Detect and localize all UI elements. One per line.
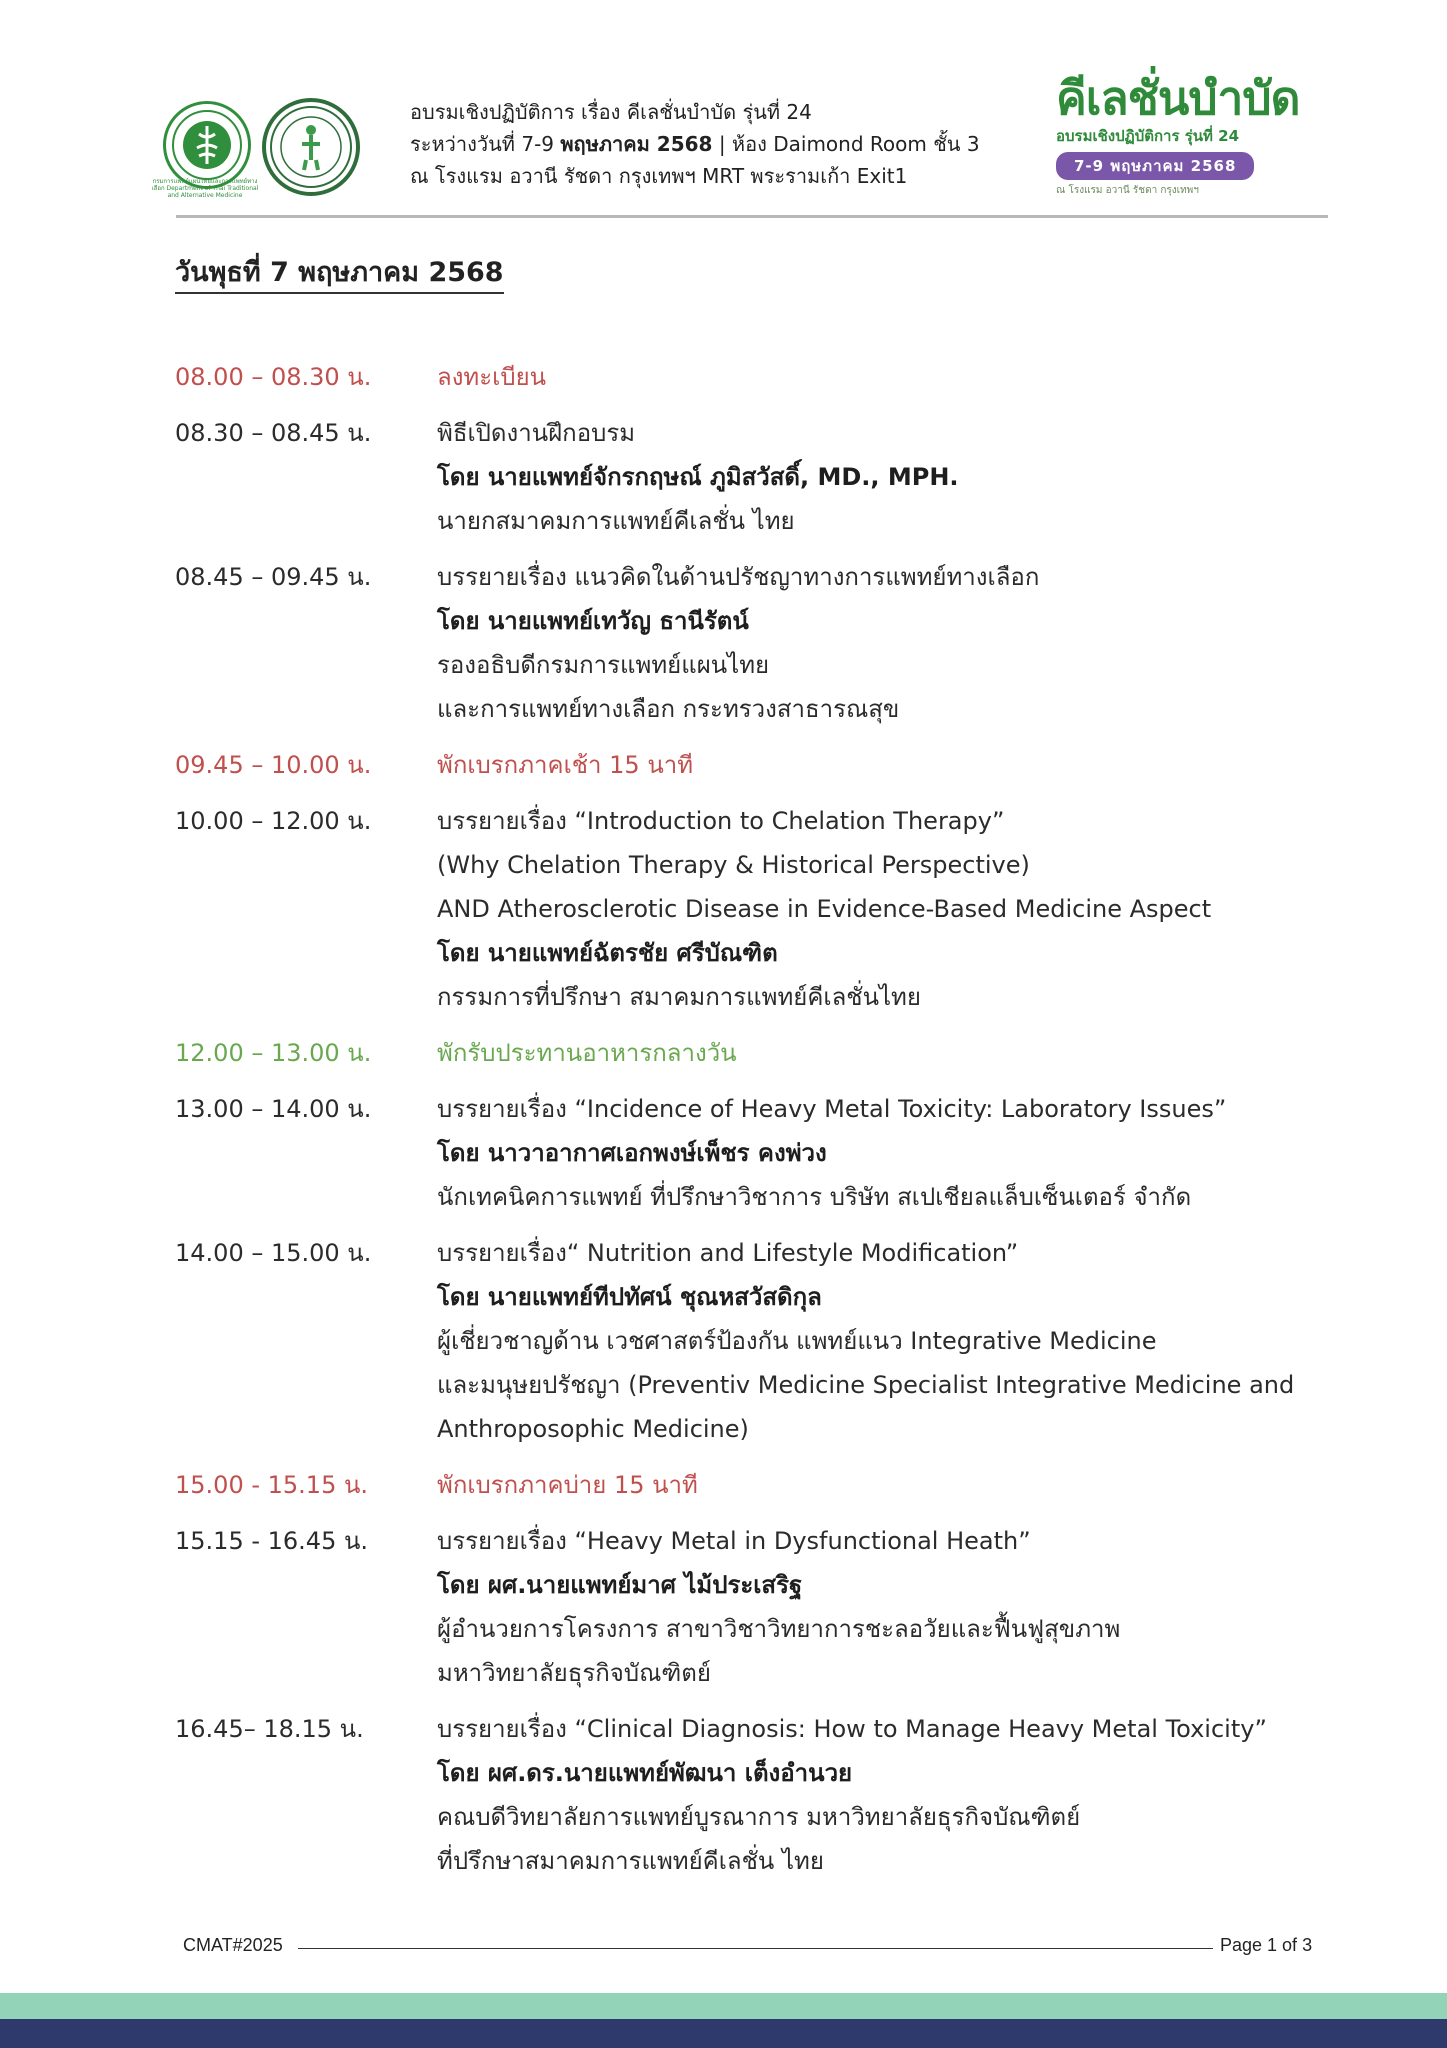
schedule-time: 14.00 – 15.00 น.: [175, 1239, 372, 1267]
speaker-name: โดย นายแพทย์เทวัญ ธานีรัตน์: [437, 607, 749, 635]
speaker-name: โดย นาวาอากาศเอกพงษ์เพ็ชร คงพ่วง: [437, 1139, 827, 1167]
session-detail-line: นายกสมาคมการแพทย์คีเลชั่น ไทย: [437, 507, 795, 535]
session-detail-line: (Why Chelation Therapy & Historical Perspective): [437, 851, 1030, 879]
session-title: พักเบรกภาคเช้า 15 นาที: [437, 751, 694, 779]
speaker-name: โดย นายแพทย์ฉัตรชัย ศรีบัณฑิต: [437, 939, 778, 967]
schedule-row: [175, 1087, 1315, 1219]
event-date-prefix: ระหว่างวันที่ 7-9: [410, 132, 561, 156]
ministry-emblem-icon: [166, 104, 248, 186]
schedule-details: [437, 743, 1315, 787]
schedule-row: [175, 1519, 1315, 1695]
session-detail-line: รองอธิบดีกรมการแพทย์แผนไทย: [437, 651, 770, 679]
session-detail-line: คณบดีวิทยาลัยการแพทย์บูรณาการ มหาวิทยาลัยธุรกิจบัณฑิตย์: [437, 1803, 1081, 1831]
schedule-list: [175, 355, 1315, 1895]
cmat-logo: [262, 98, 360, 196]
session-title: บรรยายเรื่อง “Incidence of Heavy Metal Toxicity: Laboratory Issues”: [437, 1095, 1227, 1123]
session-detail-line: มหาวิทยาลัยธุรกิจบัณฑิตย์: [437, 1659, 711, 1687]
event-room: | ห้อง Daimond Room ชั้น 3: [712, 132, 980, 156]
schedule-details: [437, 411, 1315, 543]
header-divider: [176, 215, 1328, 218]
page-number: Page 1 of 3: [1220, 1935, 1313, 1955]
session-title: บรรยายเรื่อง “Clinical Diagnosis: How to Manage Heavy Metal Toxicity”: [437, 1715, 1267, 1743]
speaker-name: โดย นายแพทย์ทีปทัศน์ ชุณหสวัสดิกุล: [437, 1283, 822, 1311]
schedule-time: 09.45 – 10.00 น.: [175, 751, 372, 779]
session-title: พิธีเปิดงานฝึกอบรม: [437, 419, 636, 447]
schedule-time: 08.45 – 09.45 น.: [175, 563, 372, 591]
schedule-time: 15.00 - 15.15 น.: [175, 1471, 368, 1499]
session-detail-line: AND Atherosclerotic Disease in Evidence-Based Medicine Aspect: [437, 895, 1212, 923]
footer-band-green: [0, 1993, 1447, 2019]
schedule-details: [437, 1087, 1315, 1219]
event-info: [410, 96, 980, 192]
session-detail-line: ผู้เชี่ยวชาญด้าน เวชศาสตร์ป้องกัน แพทย์แนว Integrative Medicine: [437, 1327, 1157, 1355]
schedule-time: 13.00 – 14.00 น.: [175, 1095, 372, 1123]
schedule-details: [437, 355, 1315, 399]
schedule-time: 08.30 – 08.45 น.: [175, 419, 372, 447]
brand-subtitle: อบรมเชิงปฏิบัติการ รุ่นที่ 24: [1056, 127, 1240, 145]
schedule-row: [175, 1707, 1315, 1883]
ministry-logo-caption: กรมการแพทย์แผนไทยและการแพทย์ทางเลือก Department of Thai Traditional and Alternative Medicine: [151, 178, 259, 199]
footer-divider: [298, 1948, 1213, 1949]
schedule-row: [175, 799, 1315, 1019]
session-detail-line: Anthroposophic Medicine): [437, 1415, 749, 1443]
schedule-row: [175, 411, 1315, 543]
session-title: ลงทะเบียน: [437, 363, 547, 391]
schedule-row: [175, 743, 1315, 787]
day-title: วันพุธที่ 7 พฤษภาคม 2568: [175, 256, 504, 294]
schedule-details: [437, 1463, 1315, 1507]
brand-location: ณ โรงแรม อวานี รัชดา กรุงเทพฯ: [1056, 185, 1199, 196]
footer-code: CMAT#2025: [183, 1935, 283, 1955]
schedule-time: 16.45– 18.15 น.: [175, 1715, 364, 1743]
speaker-name: โดย ผศ.นายแพทย์มาศ ไม้ประเสริฐ: [437, 1571, 803, 1599]
schedule-time: 15.15 - 16.45 น.: [175, 1527, 368, 1555]
cmat-emblem-icon: [266, 102, 356, 192]
speaker-name: โดย ผศ.ดร.นายแพทย์พัฒนา เต็งอำนวย: [437, 1759, 853, 1787]
schedule-details: [437, 1031, 1315, 1075]
schedule-time: 12.00 – 13.00 น.: [175, 1039, 372, 1067]
session-title: บรรยายเรื่อง “Introduction to Chelation Therapy”: [437, 807, 1005, 835]
session-title: บรรยายเรื่อง แนวคิดในด้านปรัชญาทางการแพทย์ทางเลือก: [437, 563, 1040, 591]
event-date-venue: [410, 128, 980, 160]
session-title: พักรับประทานอาหารกลางวัน: [437, 1039, 737, 1067]
session-detail-line: และการแพทย์ทางเลือก กระทรวงสาธารณสุข: [437, 695, 900, 723]
schedule-details: [437, 1519, 1315, 1695]
event-title: อบรมเชิงปฏิบัติการ เรื่อง คีเลชั่นบำบัด รุ่นที่ 24: [410, 100, 812, 124]
brand-date-badge: 7-9 พฤษภาคม 2568: [1056, 152, 1254, 180]
schedule-details: [437, 1707, 1315, 1883]
event-date-month: พฤษภาคม 2568: [560, 132, 713, 156]
session-detail-line: และมนุษยปรัชญา (Preventiv Medicine Specialist Integrative Medicine and: [437, 1371, 1295, 1399]
ministry-logo: [163, 101, 251, 189]
session-title: บรรยายเรื่อง“ Nutrition and Lifestyle Modification”: [437, 1239, 1019, 1267]
schedule-row: [175, 1231, 1315, 1451]
session-detail-line: กรรมการที่ปรึกษา สมาคมการแพทย์คีเลชั่นไทย: [437, 983, 921, 1011]
session-detail-line: ที่ปรึกษาสมาคมการแพทย์คีเลชั่น ไทย: [437, 1847, 824, 1875]
event-location: ณ โรงแรม อวานี รัชดา กรุงเทพฯ MRT พระรามเก้า Exit1: [410, 164, 908, 188]
schedule-details: [437, 799, 1315, 1019]
schedule-row: [175, 1463, 1315, 1507]
session-detail-line: ผู้อำนวยการโครงการ สาขาวิชาวิทยาการชะลอวัยและฟื้นฟูสุขภาพ: [437, 1615, 1121, 1643]
brand-title: คีเลชั่นบำบัด: [1056, 71, 1300, 125]
schedule-row: [175, 355, 1315, 399]
schedule-time: 10.00 – 12.00 น.: [175, 807, 372, 835]
schedule-details: [437, 555, 1315, 731]
session-title: พักเบรกภาคบ่าย 15 นาที: [437, 1471, 698, 1499]
footer-band-navy: [0, 2019, 1447, 2048]
schedule-time: 08.00 – 08.30 น.: [175, 363, 372, 391]
speaker-name: โดย นายแพทย์จักรกฤษณ์ ภูมิสวัสดิ์, MD., MPH.: [437, 463, 959, 491]
schedule-row: [175, 1031, 1315, 1075]
schedule-row: [175, 555, 1315, 731]
session-title: บรรยายเรื่อง “Heavy Metal in Dysfunctional Heath”: [437, 1527, 1031, 1555]
brand-block: [1056, 72, 1316, 198]
session-detail-line: นักเทคนิคการแพทย์ ที่ปรึกษาวิชาการ บริษัท สเปเชียลแล็บเซ็นเตอร์ จำกัด: [437, 1183, 1192, 1211]
schedule-details: [437, 1231, 1315, 1451]
